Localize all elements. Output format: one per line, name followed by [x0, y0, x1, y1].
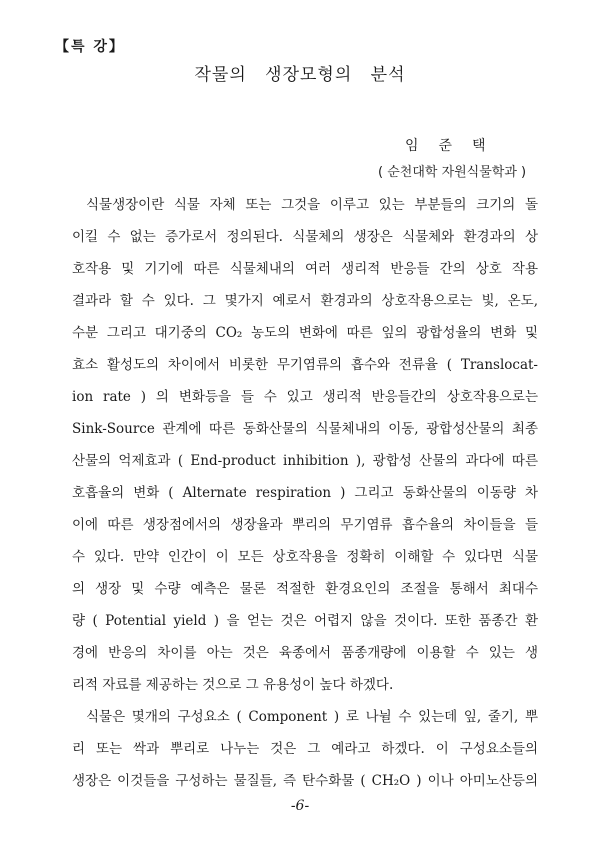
- body-line: 호작용 및 기기에 따른 식물체내의 여러 생리적 반응들 간의 상호 작용: [72, 261, 538, 277]
- section-tag: 【특 강】: [55, 39, 125, 55]
- body-line: 수분 그리고 대기중의 CO₂ 농도의 변화에 따른 잎의 광합성율의 변화 및: [72, 325, 538, 341]
- body-line: 효소 활성도의 차이에서 비롯한 무기염류의 흡수와 전류율 ( Translocat-: [72, 357, 538, 373]
- body-line: 식물생장이란 식물 자체 또는 그것을 이루고 있는 부분들의 크기의 돌: [86, 197, 538, 213]
- body-line: 이에 따른 생장점에서의 생장율과 뿌리의 무기염류 흡수율의 차이들을 들: [72, 517, 538, 533]
- author-name: 임준택: [405, 138, 506, 154]
- body-line: 의 생장 및 수량 예측은 물론 적절한 환경요인의 조절을 통해서 최대수: [72, 581, 538, 597]
- body-line: 량 ( Potential yield ) 을 얻는 것은 어렵지 않을 것이다. 또한 품종간 환: [72, 613, 538, 629]
- body-line: 리적 자료를 제공하는 것으로 그 유용성이 높다 하겠다.: [72, 677, 394, 693]
- body-line: 경에 반응의 차이를 아는 것은 육종에서 품종개량에 이용할 수 있는 생: [72, 645, 538, 661]
- body-line: 수 있다. 만약 인간이 이 모든 상호작용을 정확히 이해할 수 있다면 식물: [72, 549, 538, 565]
- author-affiliation: ( 순천대학 자원식물학과 ): [378, 165, 527, 180]
- body-line: Sink-Source 관계에 따른 동화산물의 식물체내의 이동, 광합성산물의 최종: [72, 421, 538, 437]
- body-line: 산물의 억제효과 ( End-product inhibition ), 광합성 산물의 과다에 따른: [72, 453, 538, 469]
- body-line: 리 또는 싹과 뿌리로 나누는 것은 그 예라고 하겠다. 이 구성요소들의: [72, 741, 538, 757]
- body-line: 이킬 수 없는 증가로서 정의된다. 식물체의 생장은 식물체와 환경과의 상: [72, 229, 538, 245]
- body-line: ion rate ) 의 변화등을 들 수 있고 생리적 반응들간의 상호작용으로는: [72, 389, 538, 405]
- body-line: 호흡율의 변화 ( Alternate respiration ) 그리고 동화산물의 이동량 차: [72, 485, 538, 501]
- page-number: -6-: [290, 798, 310, 814]
- body-line: 식물은 몇개의 구성요소 ( Component ) 로 나뉠 수 있는데 잎, 줄기, 뿌: [86, 709, 538, 725]
- article-title: 작물의 생장모형의 분석: [194, 65, 406, 85]
- body-line: 결과라 할 수 있다. 그 몇가지 예로서 환경과의 상호작용으로는 빛, 온도,: [72, 293, 538, 309]
- body-line: 생장은 이것들을 구성하는 물질들, 즉 탄수화물 ( CH₂O ) 이나 아미노산등의: [72, 773, 538, 789]
